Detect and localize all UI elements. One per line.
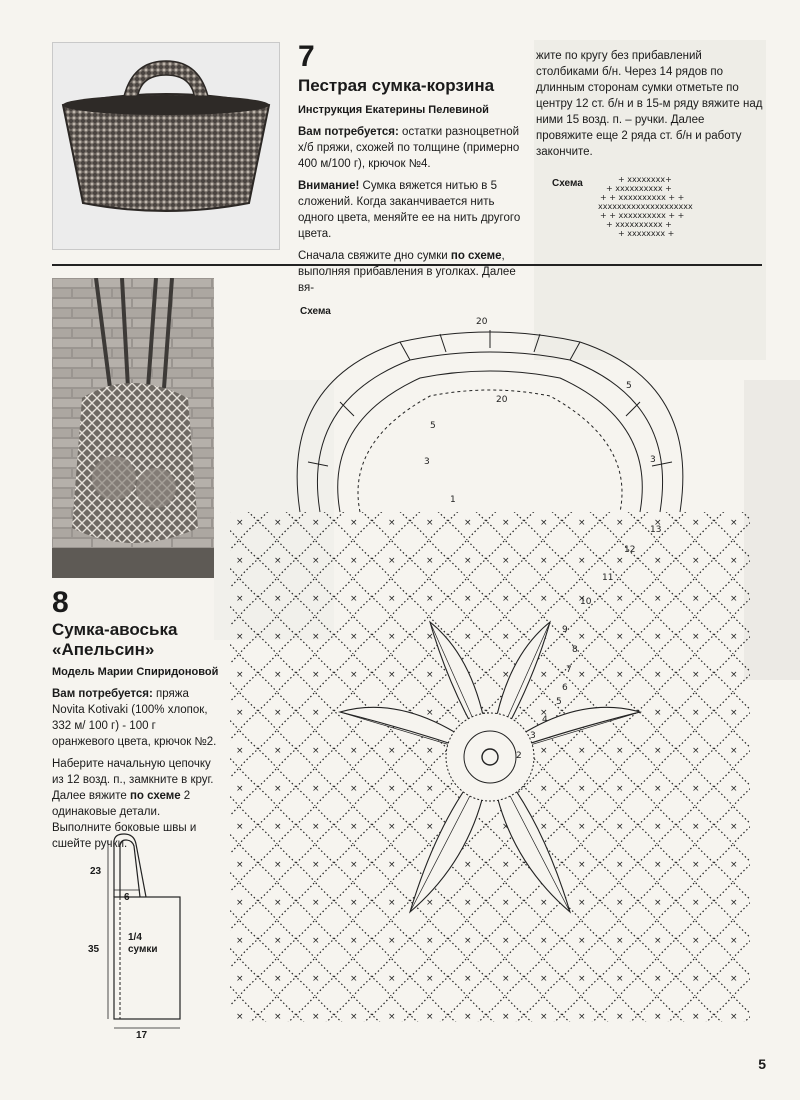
project-title-8-line2: «Апельсин»	[52, 640, 155, 659]
handle-row-label: 3	[650, 455, 656, 465]
dim-body-width: 17	[136, 1030, 148, 1041]
project-number-7: 7	[298, 40, 315, 73]
mesh-bag-crochet-chart	[220, 312, 760, 1032]
chart-row-label: 9	[562, 625, 568, 635]
chart-row-label: 12	[624, 545, 636, 555]
project-author-7: Инструкция Екатерины Пелевиной	[298, 104, 489, 116]
chart-row-label: 4	[542, 715, 548, 725]
chart-row-label: 11	[602, 573, 614, 583]
project-title-8-line1: Сумка-авоська	[52, 620, 178, 639]
quarter-label-line2: сумки	[128, 944, 158, 955]
section7-body-continued: жите по кругу без прибавлений столбиками б/н. Через 14 рядов по длинным сторонам сумки отметьте по центру 12 ст. б/н и в 15-м ряду вяжите над ними 15 возд. п. – ручки. Далее провяжите еще 2 ряда ст. б/н и работу закончите.	[536, 50, 763, 158]
scheme-label-7: Схема	[552, 178, 583, 189]
page-number: 5	[758, 1056, 766, 1072]
project-title-7: Пестрая сумка-корзина	[298, 76, 495, 95]
chart-row-label: 7	[566, 665, 572, 675]
dim-body-height: 35	[88, 944, 100, 955]
svg-text:xxxxxxxxxxxxxxxxxxxx: xxxxxxxxxxxxxxxxxxxx	[598, 202, 693, 211]
chart-row-label: 5	[556, 697, 562, 707]
materials-paragraph: Вам потребуется: остатки разноцветной х/б пряжи, схожей по толщине (примерно 400 м/100 г), крючок №4.	[298, 126, 520, 170]
chart-row-label: 6	[562, 683, 568, 693]
chart-row-label: 2	[516, 751, 522, 761]
svg-text:+ xxxxxxxxxx +: + xxxxxxxxxx +	[606, 220, 672, 229]
project-number-8: 8	[52, 586, 69, 619]
handle-row-label: 3	[424, 457, 430, 467]
chart-row-label: 8	[572, 645, 578, 655]
svg-text:+ + xxxxxxxxxx + +: + + xxxxxxxxxx + +	[600, 211, 685, 220]
bag-pattern-diagram	[84, 832, 220, 1042]
chart-row-label: 13	[650, 525, 662, 535]
instruction-paragraph: Наберите начальную цепочку из 12 возд. п., замкните в круг. Далее вяжите по схеме 2 одинаковые детали. Выполните боковые швы и сшейте ручки.	[52, 758, 214, 850]
scheme-label-8: Схема	[300, 306, 331, 317]
handle-row-label: 1	[450, 495, 456, 505]
dim-handle-height: 23	[90, 866, 102, 877]
svg-text:+ xxxxxxxxxx +: + xxxxxxxxxx +	[606, 184, 672, 193]
basket-bottom-scheme	[596, 170, 736, 250]
handle-row-label: 20	[496, 395, 508, 405]
handle-row-label: 5	[626, 381, 632, 391]
attention-paragraph: Внимание! Сумка вяжется нитью в 5 сложений. Когда заканчивается нить одного цвета, меняйте ее на нить другого цвета.	[298, 180, 521, 240]
chart-row-label: 3	[530, 731, 536, 741]
handle-row-label: 5	[430, 421, 436, 431]
materials-paragraph: Вам потребуется: пряжа Novita Kotivaki (100% хлопок, 332 м/ 100 г) - 100 г оранжевого цвета, крючок №2.	[52, 688, 217, 748]
chart-row-label: 10	[580, 597, 592, 607]
handle-row-label: 20	[476, 317, 488, 327]
basket-bag-photo	[52, 42, 280, 250]
instruction-paragraph: Сначала свяжите дно сумки по схеме, выполняя прибавления в уголках. Далее вя-	[298, 250, 516, 294]
section-divider	[52, 264, 762, 266]
svg-text:+ + xxxxxxxxxx + +: + + xxxxxxxxxx + +	[600, 193, 685, 202]
svg-text:+ xxxxxxxx +: + xxxxxxxx +	[618, 229, 675, 238]
section7-body	[298, 124, 522, 302]
mesh-bag-photo	[52, 278, 214, 578]
quarter-label-line1: 1/4	[128, 932, 142, 943]
dim-handle-width: 6	[124, 892, 130, 903]
svg-text:+ xxxxxxxx+: + xxxxxxxx+	[618, 175, 672, 184]
project-author-8: Модель Марии Спиридоновой	[52, 666, 219, 678]
